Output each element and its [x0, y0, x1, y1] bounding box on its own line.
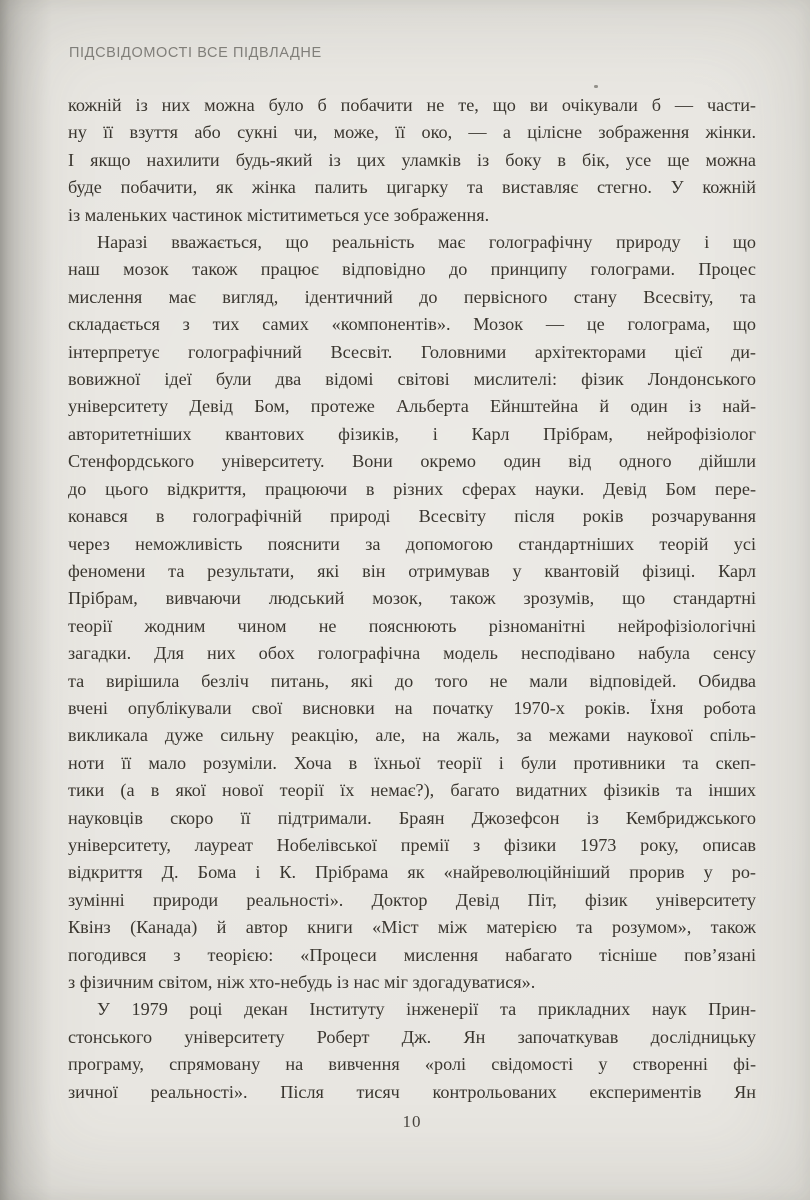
text-line: із маленьких частинок міститиметься усе зображення.: [68, 204, 490, 225]
gutter-shadow: [0, 0, 52, 1200]
text-line: зумінні природи реальності». Доктор Девід Піт, фізик університету: [68, 889, 756, 910]
text-line: погодився з теорією: «Процеси мислення набагато тісніше пов’язані: [68, 944, 756, 965]
text-line: інтерпретує голографічний Всесвіт. Головними архітекторами цієї ди-: [68, 341, 756, 362]
scan-speck: [594, 85, 598, 88]
text-line: стонського університету Роберт Дж. Ян започаткував дослідницьку: [68, 1026, 756, 1047]
text-line: до цього відкриття, працюючи в різних сферах науки. Девід Бом пере-: [68, 478, 756, 499]
text-line: через неможливість пояснити за допомогою стандартніших теорій усі: [68, 533, 756, 554]
text-line: університету, лауреат Нобелівської премії з фізики 1973 року, описав: [68, 834, 756, 855]
text-line: ноти її мало розуміли. Хоча в їхньої теорії і були противники та скеп-: [68, 752, 756, 773]
text-line: наш мозок також працює відповідно до принципу голограми. Процес: [68, 259, 756, 280]
text-line: феномени та результати, які він отримував у квантовій фізиці. Карл: [68, 560, 756, 581]
text-line: з фізичним світом, ніж хто-небудь із нас міг здогадуватися».: [68, 972, 536, 992]
text-line: кожній із них можна було б побачити не те, що ви очікували б — части-: [68, 95, 756, 115]
text-line: Стенфордського університету. Вони окремо один від одного дійшли: [68, 451, 756, 472]
text-line: авторитетніших квантових фізиків, і Карл Прібрам, нейрофізіолог: [68, 423, 756, 444]
page-number: 10: [402, 1112, 422, 1131]
body-text: [68, 92, 756, 1106]
text-line: конався в голографічній природі Всесвіту після років розчарування: [68, 506, 756, 527]
text-line: вовижної ідеї були два відомі світові мислителі: фізик Лондонського: [68, 369, 756, 390]
text-line: Прібрам, вивчаючи людський мозок, також зрозумів, що стандартні: [68, 588, 756, 609]
text-line: Наразі вважається, що реальність має голографічну природу і що: [97, 232, 756, 253]
text-line: У 1979 році декан Інституту інженерії та прикладних наук Прин-: [97, 999, 756, 1020]
text-line: загадки. Для них обох голографічна модель несподівано набула сенсу: [68, 643, 756, 664]
text-line: відкриття Д. Бома і К. Прібрама як «найреволюційніший прорив у ро-: [68, 862, 756, 883]
text-line: викликала дуже сильну реакцію, але, на жаль, за межами наукової спіль-: [68, 725, 756, 746]
text-line: вчені опублікували свої висновки на початку 1970-х років. Їхня робота: [68, 697, 756, 718]
text-line: університету Девід Бом, протеже Альберта Ейнштейна й один із най-: [68, 396, 756, 417]
text-line: буде побачити, як жінка палить цигарку та виставляє стегно. У кожній: [68, 177, 756, 198]
text-line: теорії жодним чином не пояснюють різноманітні нейрофізіологічні: [68, 615, 756, 636]
text-line: ну її взуття або сукні чи, може, її око, — а цілісне зображення жінки.: [68, 122, 756, 143]
text-line: мислення має вигляд, ідентичний до первісного стану Всесвіту, та: [68, 286, 756, 307]
text-line: Квінз (Канада) й автор книги «Міст між матерією та розумом», також: [68, 917, 756, 938]
text-line: І якщо нахилити будь-який із цих уламків із боку в бік, усе ще можна: [68, 149, 756, 170]
running-header: ПІДСВІДОМОСТІ ВСЕ ПІДВЛАДНЕ: [69, 45, 322, 61]
text-line: науковців скоро її підтримали. Браян Джозефсон із Кембриджського: [68, 807, 756, 828]
text-line: складається з тих самих «компонентів». Мозок — це голограма, що: [68, 314, 756, 335]
text-line: та вирішила безліч питань, які до того не мали відповідей. Обидва: [68, 670, 756, 691]
text-line: зичної реальності». Після тисяч контрольованих експериментів Ян: [68, 1081, 756, 1102]
text-line: програму, спрямовану на вивчення «ролі свідомості у створенні фі-: [68, 1054, 756, 1075]
text-line: тики (а в якої нової теорії їх немає?), багато видатних фізиків та інших: [68, 780, 756, 801]
